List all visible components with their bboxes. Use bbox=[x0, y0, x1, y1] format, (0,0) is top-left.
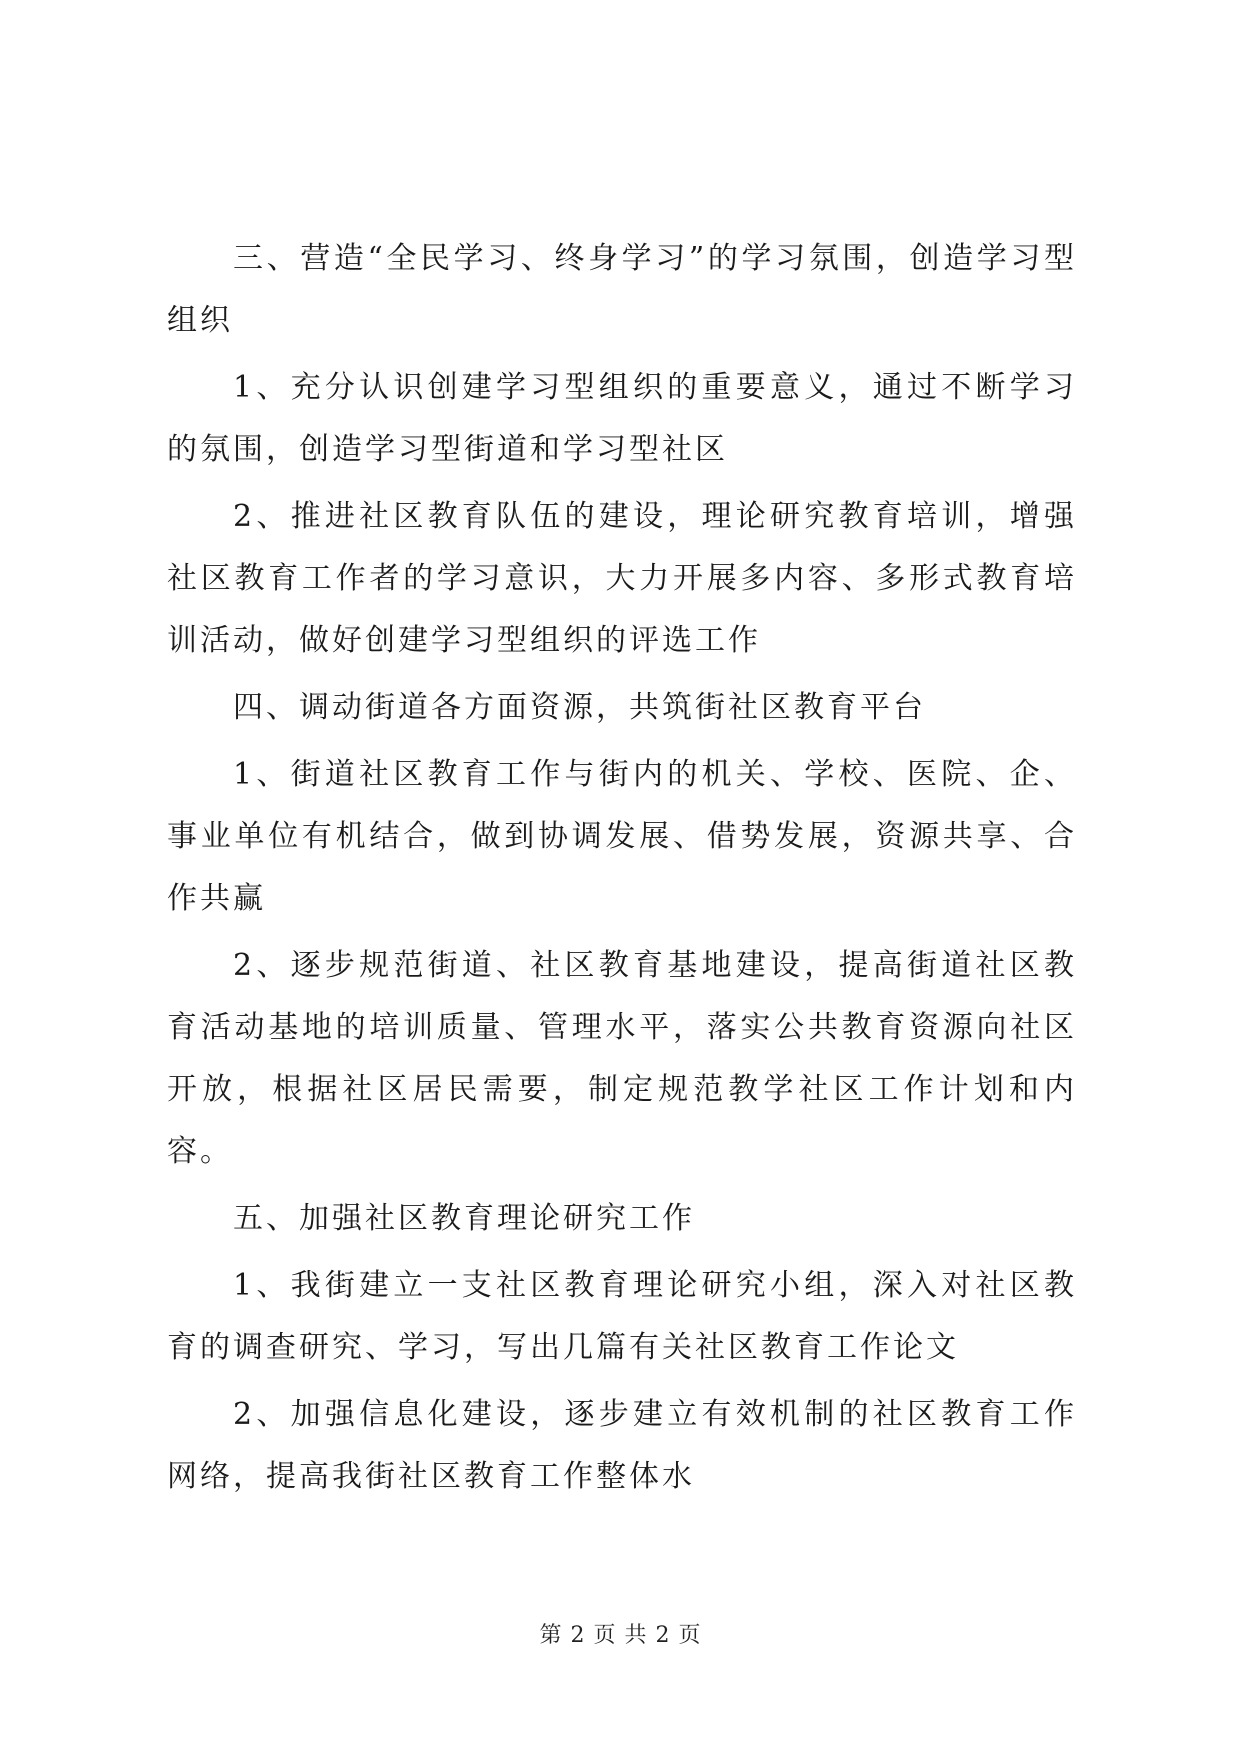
section-heading-5: 五、加强社区教育理论研究工作 bbox=[233, 1201, 695, 1236]
document-body bbox=[167, 228, 1077, 1513]
paragraph-3-2: 2、推进社区教育队伍的建设，理论研究教育培训，增强社区教育工作者的学习意识，大力开展多内容、多形式教育培训活动，做好创建学习型组织的评选工作 bbox=[167, 499, 1077, 658]
paragraph-5-2: 2、加强信息化建设，逐步建立有效机制的社区教育工作网络，提高我街社区教育工作整体水 bbox=[167, 1397, 1077, 1494]
section-heading-4: 四、调动街道各方面资源，共筑街社区教育平台 bbox=[233, 690, 926, 725]
section-heading-3: 三、营造“全民学习、终身学习”的学习氛围，创造学习型组织 bbox=[167, 241, 1077, 338]
paragraph-4-1: 1、街道社区教育工作与街内的机关、学校、医院、企、事业单位有机结合，做到协调发展、借势发展，资源共享、合作共赢 bbox=[167, 757, 1077, 916]
paragraph-5-1: 1、我街建立一支社区教育理论研究小组，深入对社区教育的调查研究、学习，写出几篇有关社区教育工作论文 bbox=[167, 1268, 1077, 1365]
page-footer: 第 2 页 共 2 页 bbox=[539, 1623, 702, 1648]
paragraph-4-2: 2、逐步规范街道、社区教育基地建设，提高街道社区教育活动基地的培训质量、管理水平，落实公共教育资源向社区开放，根据社区居民需要，制定规范教学社区工作计划和内容。 bbox=[167, 948, 1077, 1169]
paragraph-3-1: 1、充分认识创建学习型组织的重要意义，通过不断学习的氛围，创造学习型街道和学习型社区 bbox=[167, 370, 1077, 467]
